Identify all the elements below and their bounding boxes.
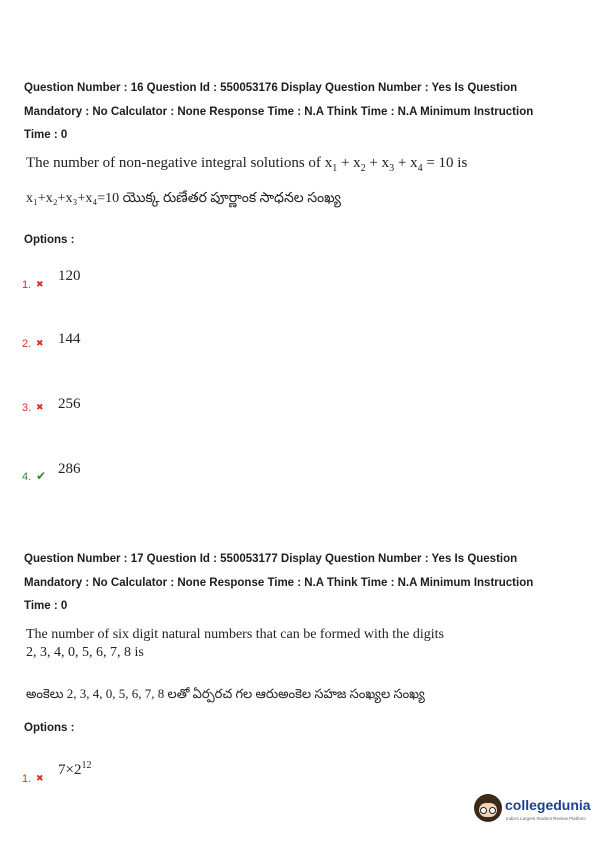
option-number: 1. (22, 279, 32, 291)
option-value (58, 760, 91, 779)
q17-meta (24, 548, 584, 619)
logo-wordmark: collegedunia (505, 797, 591, 813)
option-value-exponent: 12 (81, 760, 92, 771)
q16-question-equation: $x_1 + x_2 + x_3 + x_4 = 10$ is (324, 155, 468, 174)
q17-question-line2: 2, 3, 4, 0, 5, 6, 7, 8 is (26, 645, 144, 660)
logo-mascot-icon (474, 794, 502, 822)
q17-question-telugu: అంకెలు 2, 3, 4, 0, 5, 6, 7, 8 లతో ఏర్పరచ గల ఆరుఅంకెల సహజ సంఖ్యల సంఖ్య (26, 686, 425, 701)
q16-question-prefix: The number of non-negative integral solutions of (26, 155, 321, 171)
q16-meta-line1: Question Number : 16 Question Id : 550053176 Display Question Number : Yes Is Question (24, 82, 518, 94)
q17-meta-line1: Question Number : 17 Question Id : 550053177 Display Question Number : Yes Is Question (24, 553, 518, 565)
option-number: 3. (22, 402, 32, 414)
q16-question-english (26, 155, 467, 174)
q17-options-label: Options : (24, 722, 75, 734)
wrong-icon: ✖ (36, 280, 44, 290)
mascot-eye-right (489, 807, 496, 814)
q16-meta-line2: Mandatory : No Calculator : None Response Time : N.A Think Time : N.A Minimum Instruction (24, 105, 534, 118)
collegedunia-logo (474, 792, 591, 828)
option-value: 286 (58, 461, 81, 477)
option-value-base: 7×2 (58, 762, 82, 778)
mascot-eye-left (480, 807, 487, 814)
option-value: 256 (58, 396, 81, 412)
q16-telugu-equation: x₁+x₂+x₃+x₄=10 (26, 191, 120, 206)
q16-meta-line3: Time : 0 (24, 129, 68, 141)
option-value: 144 (58, 331, 81, 347)
wrong-icon: ✖ (36, 403, 44, 413)
check-icon: ✔ (36, 469, 47, 483)
q16-question-telugu (26, 190, 341, 209)
q17-question-english (26, 627, 444, 661)
q16-meta (24, 77, 584, 148)
wrong-icon: ✖ (36, 339, 44, 349)
q16-telugu-text: యొక్క రుణేతర పూర్ణాంక సాధనల సంఖ్య (122, 191, 341, 206)
q16-options-label: Options : (24, 234, 75, 246)
logo-tagline: India's Largest Student Review Platform (506, 816, 586, 821)
option-number: 1. (22, 773, 32, 785)
q17-meta-line3: Time : 0 (24, 600, 68, 612)
option-number: 4. (22, 471, 32, 483)
q17-question-line1: The number of six digit natural numbers that can be formed with the digits (26, 627, 444, 642)
wrong-icon: ✖ (36, 774, 44, 784)
q17-meta-line2: Mandatory : No Calculator : None Response Time : N.A Think Time : N.A Minimum Instruction (24, 576, 534, 589)
option-value: 120 (58, 268, 81, 284)
option-number: 2. (22, 338, 32, 350)
